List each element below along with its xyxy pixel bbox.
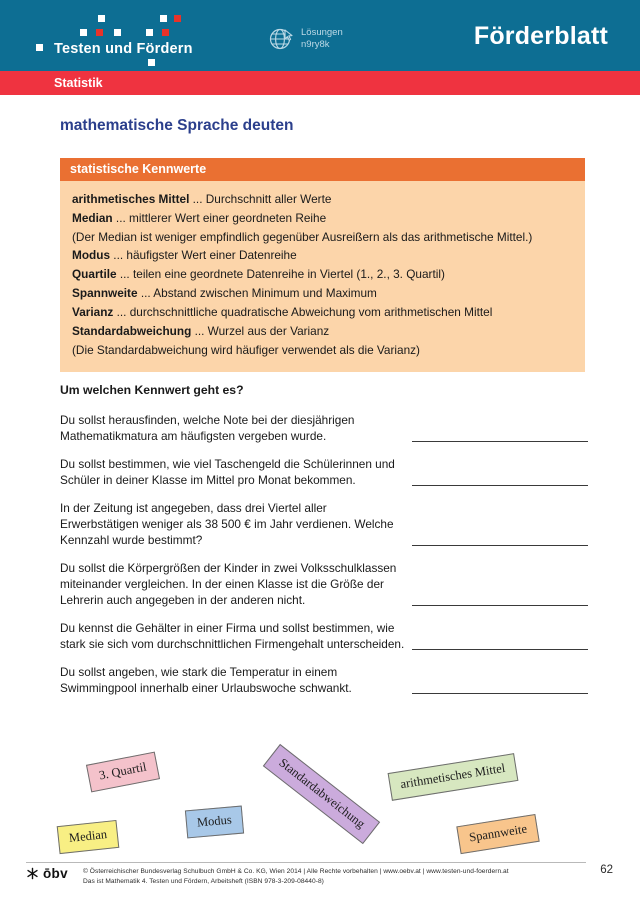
exercise-item-text: Du kennst die Gehälter in einer Firma und sollst bestimmen, wie stark sie sich vom durchschnittlichen Firmengehalt unterscheiden. [60, 621, 405, 651]
exercise-item-text: Du sollst bestimmen, wie viel Taschengeld die Schülerinnen und Schüler in deiner Klasse im Mittel pro Monat bekommen. [60, 457, 395, 487]
info-box-definition: ... Abstand zwischen Minimum und Maximum [137, 286, 377, 300]
answer-card[interactable]: Standardabweichung [263, 744, 380, 844]
loesungen-label: Lösungen [301, 27, 343, 38]
info-box-definition: ... Wurzel aus der Varianz [191, 324, 330, 338]
footer-line-2: Das ist Mathematik 4. Testen und Fördern, Arbeitsheft (ISBN 978-3-209-08440-8) [83, 878, 324, 885]
info-box-term: Varianz [72, 305, 114, 319]
exercise-item-text: Du sollst herausfinden, welche Note bei der diesjährigen Mathematikmatura am häufigsten vergeben wurde. [60, 413, 355, 443]
publisher-logo [26, 866, 68, 881]
info-box-term: Median [72, 211, 113, 225]
info-box-heading: statistische Kennwerte [60, 158, 585, 181]
exercise-item-text: Du sollst angeben, wie stark die Temperatur in einem Swimmingpool innerhalb einer Urlaubswoche schwankt. [60, 665, 352, 695]
answer-card[interactable]: arithmetisches Mittel [388, 753, 519, 801]
answer-card[interactable]: 3. Quartil [86, 752, 160, 793]
info-box-definition: ... durchschnittliche quadratische Abweichung vom arithmetischen Mittel [113, 305, 493, 319]
info-box-term: Modus [72, 248, 111, 262]
info-box-definition: ... mittlerer Wert einer geordneten Reihe [112, 211, 327, 225]
info-box-term: Spannweite [72, 286, 138, 300]
info-box-term: Standardabweichung [72, 324, 192, 338]
footer-copyright [83, 867, 509, 887]
footer-divider [26, 862, 586, 863]
info-box-note: (Die Standardabweichung wird häufiger verwendet als die Varianz) [72, 343, 420, 357]
exercise-item-text: Du sollst die Körpergrößen der Kinder in zwei Volksschulklassen miteinander vergleichen. In der einen Klasse ist die Größe der Lehrerin auch angegeben in der anderen nicht. [60, 561, 397, 607]
exercise-item-text: In der Zeitung ist angegeben, dass drei Viertel aller Erwerbstätigen weniger als 38 500 € im Jahr verdienen. Welche Kennzahl wurde bestimmt? [60, 501, 394, 547]
subject-band-label: Statistik [54, 76, 103, 90]
info-box-term: Quartile [72, 267, 117, 281]
page-title: mathematische Sprache deuten [60, 117, 294, 134]
asterisk-icon [26, 867, 39, 880]
answer-card[interactable]: Median [57, 820, 120, 854]
exercise-heading: Um welchen Kennwert geht es? [60, 383, 244, 397]
answer-card[interactable]: Spannweite [456, 814, 540, 854]
info-box-note: (Der Median ist weniger empfindlich gegenüber Ausreißern als das arithmetische Mittel.) [72, 230, 533, 244]
loesungen-code: n9ry8k [301, 39, 330, 50]
page-number: 62 [600, 864, 613, 876]
brand-name: Testen und Fördern [54, 41, 193, 57]
answer-card[interactable]: Modus [185, 806, 244, 839]
info-box-definition: ... Durchschnitt aller Werte [189, 192, 332, 206]
publisher-name: ōbv [43, 866, 68, 881]
info-box-term: arithmetisches Mittel [72, 192, 190, 206]
info-box-definition: ... teilen eine geordnete Datenreihe in Viertel (1., 2., 3. Quartil) [116, 267, 445, 281]
info-box-definition: ... häufigster Wert einer Datenreihe [110, 248, 297, 262]
sheet-type-title: Förderblatt [473, 22, 608, 50]
footer-line-1: © Österreichischer Bundesverlag Schulbuch GmbH & Co. KG, Wien 2014 | Alle Rechte vorbehalten | www.oebv.at | www.testen-und-foerdern.at [83, 868, 509, 875]
